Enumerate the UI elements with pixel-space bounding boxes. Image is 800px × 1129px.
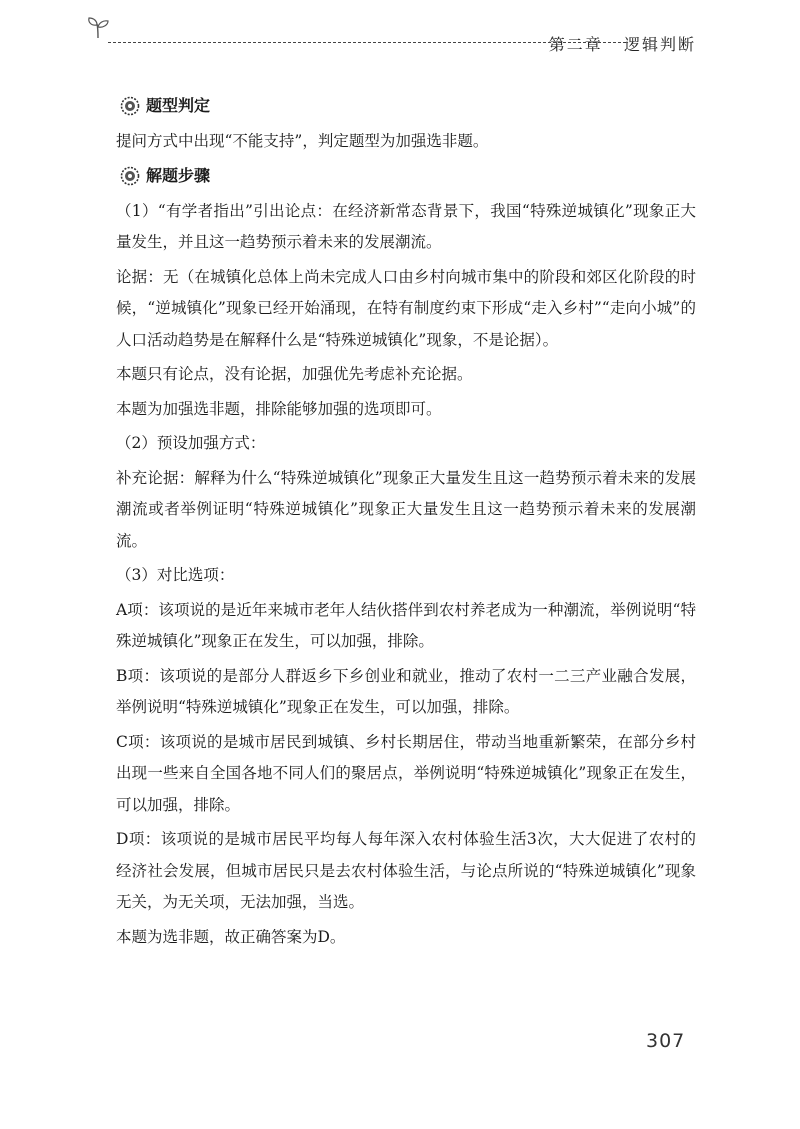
paragraph: A项：该项说的是近年来城市老年人结伙搭伴到农村养老成为一种潮流，举例说明“特殊逆城镇化”现象正在发生，可以加强，排除。 [116, 600, 696, 650]
section-heading-steps [120, 160, 696, 192]
chapter-title [549, 32, 696, 55]
paragraph: （1）“有学者指出”引出论点：在经济新常态背景下，我国“特殊逆城镇化”现象正大量发生，并且这一趋势预示着未来的发展潮流。 [116, 201, 696, 251]
sprout-icon [86, 14, 112, 40]
paragraph: 本题为加强选非题，排除能够加强的选项即可。 [116, 399, 442, 418]
gear-badge-icon [120, 96, 140, 116]
paragraph: 本题只有论点，没有论据，加强优先考虑补充论据。 [116, 365, 473, 383]
page-number: 307 [646, 1030, 686, 1052]
section-title: 解题步骤 [146, 166, 211, 185]
paragraph: C项：该项说的是城市居民到城镇、乡村长期居住，带动当地重新繁荣，在部分乡村出现一些来自全国各地不同人们的聚居点，举例说明“特殊逆城镇化”现象正在发生，可以加强，排除。 [116, 732, 696, 814]
section-heading-type [120, 90, 696, 122]
page-header [86, 14, 696, 54]
paragraph: 本题为选非题，故正确答案为D。 [116, 927, 346, 946]
paragraph: B项：该项说的是部分人群返乡下乡创业和就业，推动了农村一二三产业融合发展，举例说明“特殊逆城镇化”现象正在发生，可以加强，排除。 [116, 666, 696, 716]
paragraph: 补充论据：解释为什么“特殊逆城镇化”现象正大量发生且这一趋势预示着未来的发展潮流或者举例证明“特殊逆城镇化”现象正大量发生且这一趋势预示着未来的发展潮流。 [116, 468, 696, 550]
paragraph: 论据：无（在城镇化总体上尚未完成人口由乡村向城市集中的阶段和郊区化阶段的时候，“逆城镇化”现象已经开始涌现，在特有制度约束下形成“走入乡村”“走向小城”的人口活动趋势是在解释什么是“特殊逆城镇化”现象，不是论据）。 [116, 267, 696, 349]
page-content [116, 88, 696, 956]
paragraph: （2）预设加强方式： [116, 434, 266, 452]
paragraph: （3）对比选项： [116, 566, 235, 584]
chapter-number: 第二章 [548, 35, 603, 54]
paragraph: 提问方式中出现“不能支持”，判定题型为加强选非题。 [116, 131, 489, 150]
paragraph: D项：该项说的是城市居民平均每人每年深入农村体验生活3次，大大促进了农村的经济社会发展，但城市居民只是去农村体验生活，与论点所说的“特殊逆城镇化”现象无关，为无关项，无法加强，当选。 [116, 830, 696, 911]
section-title: 题型判定 [146, 96, 211, 115]
chapter-name: 逻辑判断 [623, 35, 696, 54]
gear-badge-icon [120, 166, 140, 186]
